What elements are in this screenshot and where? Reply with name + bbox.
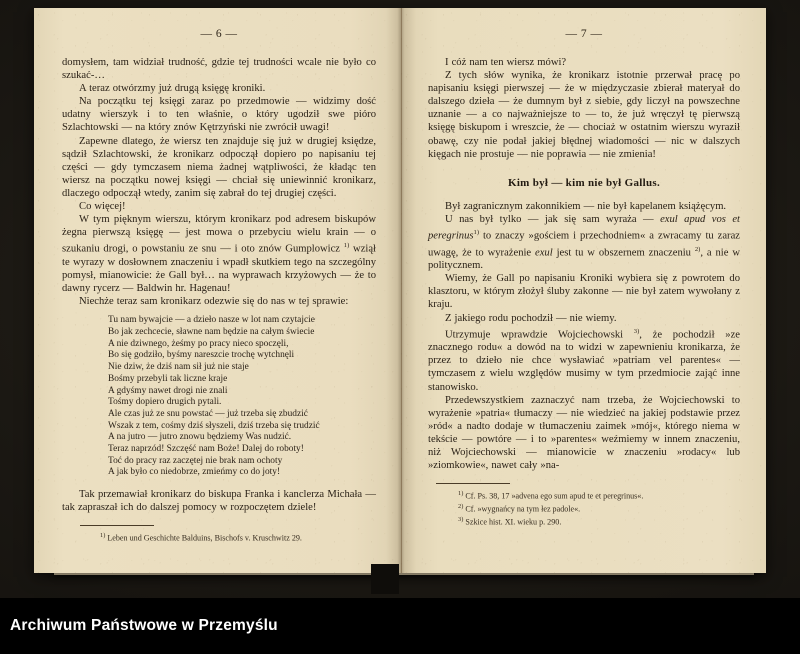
text-segment: , że pochodził »ze znacznego rodu« a dowód na to widzi w zapewnieniu kronikarza, że przez to dzieło nie chce wysławiać »patriam vel parentes« — tymczasem z wielu względów musimy w tym przedmiocie zająć inne stanowisko.: [428, 329, 740, 393]
footnote-ref-2: 2): [694, 245, 701, 253]
text-segment: , a nie w politycznem.: [428, 247, 740, 272]
footnote-item: [428, 515, 740, 528]
footnote-separator-right: [436, 483, 510, 484]
text-segment: to znaczy »gościem i przechodniem« a zwracamy tu zaraz uwagę, że to wyrażenie: [428, 230, 740, 259]
paragraph: Zapewne dlatego, że wiersz ten znajduje się już w drugiej księdze, sądził Szlachtowski, że kronikarz odpoczął dopiero po napisaniu tej części — gdy tymczasem niema żadnej wątpliwości, że kładąc ten wiersz na początku nowej księgi — chciał się uniewinnić kronikarz, dlaczego odpoczął wtedy, zanim się zabrał do tej drugiej części.: [62, 135, 376, 199]
verse-line: A na jutro — jutro znowu będziemy Was nudzić.: [108, 432, 292, 443]
verse-line: Nie dziw, że dziś nam sił już nie staje: [108, 362, 249, 373]
text-segment: U nas był tylko — jak się sam wyraża —: [445, 213, 661, 225]
footnotes-right: [428, 489, 740, 528]
footnote-text: Leben und Geschichte Balduins, Bischofs v. Kruschwitz 29.: [105, 534, 302, 544]
paragraph-with-footnote-ref: [62, 213, 376, 295]
paragraph: A teraz otwórzmy już drugą księgę kroniki.: [79, 83, 266, 95]
paragraph: Na początku tej księgi zaraz po przedmowie — widzimy dość udatny wierszyk i to ten właśnie, o który ugodził swe pióro Szlachtowski — na który znów Kętrzyński nie zwrócił uwagi!: [62, 96, 376, 134]
right-page: [402, 8, 766, 573]
footnote-ref-1: 1): [343, 242, 350, 250]
page-number-right: — 7 —: [565, 28, 603, 40]
footnote-ref-1: 1): [473, 228, 480, 236]
footnote-item: [428, 489, 740, 502]
footnote-text: Cf. Ps. 38, 17 »advena ego sum apud te et peregrinus«.: [463, 491, 644, 501]
left-page-closing: [62, 488, 376, 514]
page-number-left: — 6 —: [200, 28, 238, 40]
paragraph: I cóż nam ten wiersz mówi?: [445, 57, 567, 68]
footnote-marker: 1): [100, 532, 106, 540]
text-segment: Utrzymuje wprawdzie Wojciechowski: [445, 329, 634, 341]
footnote-marker: 2): [458, 503, 464, 511]
verse-line: Bo jak zechcecie, sławne nam będzie na całym świecie: [108, 327, 315, 338]
open-book: [34, 8, 766, 586]
footnote-item: [428, 502, 740, 515]
footnote-ref-3: 3): [633, 327, 640, 335]
left-page: [34, 8, 402, 573]
paragraph: Z tych słów wynika, że kronikarz istotnie przerwał pracę po napisaniu księgi pierwszej — że w międzyczasie zbierał materyał do dalszego dzieła — że dumnym był z siebie, gdy liczył na powszechne uznanie — a co najważniejsze to — to, że już wręczył tę pierwszą księgę biskupom i wreszcie, że — chociaż w ostatnim wierszu wyraził obawę, czy nie podał jakiej błędnej wiadomości — nic w dalszych kięgach nie prostuje — nie poprawia — nie zmienia!: [428, 70, 740, 160]
paragraph: Z jakiego rodu pochodził — nie wiemy.: [445, 312, 617, 324]
verse-line: A nie dziwnego, żeśmy po pracy nieco spoczęli,: [108, 338, 289, 349]
paragraph: domysłem, tam widział trudność, gdzie tej trudności wcale nie było co szukać-…: [62, 57, 376, 82]
latin-word: exul: [535, 247, 553, 259]
verse-line: Ale czas już ze snu powstać — już trzeba się zbudzić: [108, 408, 308, 419]
right-page-section-body: [428, 200, 740, 472]
footnote-marker: 3): [458, 516, 464, 524]
footnote-marker: 1): [458, 490, 464, 498]
footnotes-left: [62, 531, 376, 544]
paragraph: Był zagranicznym zakonnikiem — nie był kapelanem książęcym.: [445, 200, 727, 212]
verse-line: A jak było co niedobrze, zmieńmy co do joty!: [108, 467, 281, 478]
verse-line: Wszak z tem, cośmy dziś słyszeli, dziś trzeba się trudzić: [108, 420, 320, 431]
footnote-item: [62, 531, 376, 544]
verse-line: Bośmy przebyli tak liczne kraje: [108, 373, 228, 384]
footnote-text: Szkice hist. XI. wieku p. 290.: [463, 518, 562, 528]
verse-line: Toć do pracy raz zaczętej nie brak nam ochoty: [108, 455, 283, 466]
paragraph-exul: [428, 213, 740, 272]
paragraph: Wiemy, że Gall po napisaniu Kroniki wybiera się z powrotem do klasztoru, w którym złożył śluby zakonne — nie był zatem wywołany z kraju.: [428, 273, 740, 311]
right-page-body: [428, 56, 740, 161]
page-spread: [34, 8, 766, 573]
verse-line: Teraz naprzód! Szczęść nam Boże! Dalej do roboty!: [108, 444, 304, 455]
left-page-body: [62, 56, 376, 308]
verse-block: [62, 315, 376, 479]
paragraph: Tak przemawiał kronikarz do biskupa Franka i kanclerza Michała — tak zapraszał ich do dalszej pomocy w rozpoczętem dziele!: [62, 489, 376, 514]
footnote-separator-left: [80, 525, 154, 526]
verse-lead-in: Niechże teraz sam kronikarz odezwie się do nas w tej sprawie:: [79, 296, 349, 308]
verse-line: A gdyśmy nawet drogi nie znali: [108, 385, 228, 396]
paragraph-wojciechowski: [428, 325, 740, 394]
spine-bottom-wedge: [371, 564, 399, 594]
paragraph: Przedewszystkiem zaznaczyć nam trzeba, że Wojciechowski to wyrażenie »patria« tłumaczy — nie wiedzieć na jakiej podstawie przez »ród« a nadto dodaje w tłumaczeniu zaimek »mój«, którego niema w tekście — powtóre — i to »parentes« weźmiemy w innem znaczeniu, niż Wojciechowski — mianowicie w znaczeniu »rodacy« lub »ziomkowie«, nawet cały »na-: [428, 394, 740, 472]
footnote-text: Cf. »wygnańcy na tym łez padole«.: [463, 505, 581, 514]
section-heading: Kim był — kim nie był Gallus.: [507, 176, 661, 189]
paragraph-text-before-ref: W tym pięknym wierszu, którym kronikarz pod adresem biskupów żegna pierwszą księgę — jest mowa o przebyciu wielu krain — o szukaniu drogi, o powstaniu ze snu — i oto znów Gumplowicz: [62, 214, 376, 255]
verse-line: Tośmy dopiero drugich pytali.: [108, 397, 222, 408]
paragraph-text-after-ref: wziął te wyrazy w dosłownem znaczeniu i wpadł skutkiem tego na szczególny pomysł, mianowicie: że Gall był… na wyprawach krzyżowych — że to dawny rycerz — Baldwin hr. Hagenau!: [62, 243, 376, 295]
verse-line: Tu nam bywajcie — a dzieło nasze w lot nam czytajcie: [108, 315, 315, 326]
verse-line: Bo się godziło, byśmy nareszcie trochę wytchnęli: [108, 350, 295, 361]
latin-phrase: exul apud vos et peregrinus: [428, 213, 740, 242]
text-segment: jest tu w obszernem znaczeniu: [552, 247, 695, 259]
paragraph: Co więcej!: [79, 201, 126, 213]
archive-name-label: Archiwum Państwowe w Przemyślu: [10, 617, 278, 634]
archive-watermark-banner: [0, 598, 800, 654]
